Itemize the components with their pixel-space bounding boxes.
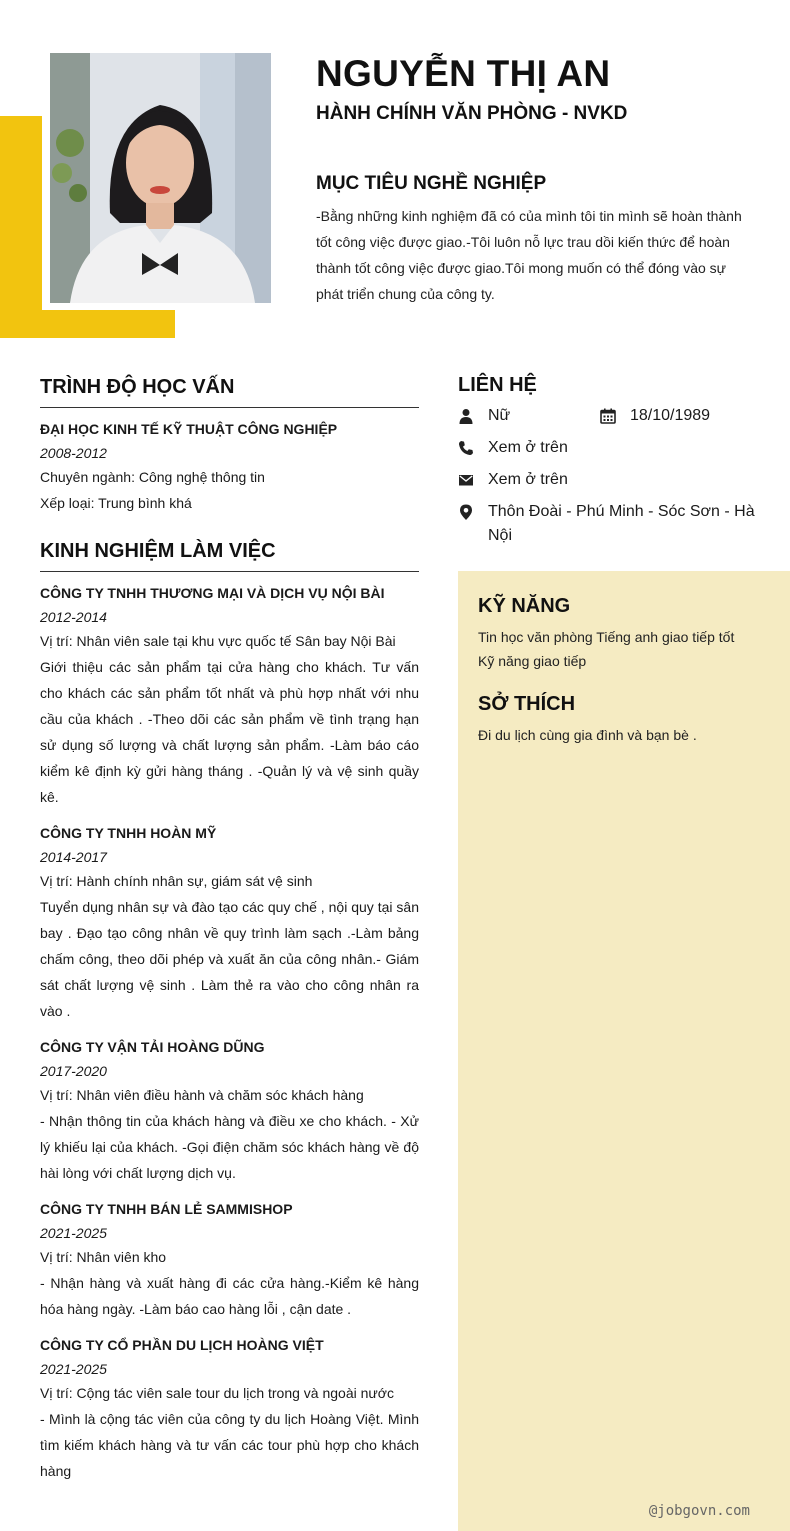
phone-icon [458, 440, 474, 456]
contact-heading: LIÊN HỆ [458, 374, 537, 396]
job-description: Tuyển dụng nhân sự và đào tạo các quy chế , nội quy tại sân bay . Đạo tạo công nhân về quy trình làm sạch .-Làm bảng chấm công, theo dõi phép và xuất ăn của công nhân.- Giám sát chất lượng vệ sinh . Làm thẻ ra vào cho công nhân ra vào . [40, 899, 419, 1019]
contact-email: Xem ở trên [488, 471, 568, 488]
contact-dob-row [600, 404, 710, 428]
job-company: CÔNG TY VẬN TẢI HOÀNG DŨNG [40, 1039, 265, 1055]
skills-text [478, 625, 770, 673]
job-description: Giới thiệu các sản phẩm tại cửa hàng cho khách. Tư vấn cho khách các sản phẩm tốt nhất và phù hợp nhất với nhu cầu của khách . -Theo dõi các sản phẩm về tình trạng hạn sử dụng số lượng và chất lượng sản phẩm. -Làm báo cáo kiểm kê định kỳ gửi hàng tháng . -Quản lý và vệ sinh quầy kê. [40, 659, 419, 805]
profile-photo [50, 53, 271, 303]
education-period: 2008-2012 [40, 445, 107, 461]
left-column [40, 374, 419, 1484]
job-position: Vị trí: Nhân viên điều hành và chăm sóc khách hàng [40, 1087, 364, 1103]
skills-heading: KỸ NĂNG [478, 595, 571, 617]
job-period: 2014-2017 [40, 849, 107, 865]
candidate-name: NGUYỄN THỊ AN [316, 53, 611, 94]
job-description: - Nhận hàng và xuất hàng đi các cửa hàng.-Kiểm kê hàng hóa hàng ngày. -Làm báo cao hàng lỗi , cận date . [40, 1275, 419, 1317]
contact-phone: Xem ở trên [488, 439, 568, 456]
job-entry [40, 1038, 419, 1186]
job-period: 2017-2020 [40, 1063, 107, 1079]
objective-heading: MỤC TIÊU NGHỀ NGHIỆP [316, 173, 547, 194]
mail-icon [458, 472, 474, 488]
job-entry [40, 1336, 419, 1484]
person-icon [458, 408, 474, 424]
side-panel [458, 571, 790, 1531]
job-period: 2021-2025 [40, 1225, 107, 1241]
job-company: CÔNG TY TNHH HOÀN MỸ [40, 825, 217, 841]
job-period: 2012-2014 [40, 609, 107, 625]
job-description: - Mình là cộng tác viên của công ty du lịch Hoàng Việt. Mình tìm kiếm khách hàng và tư vấn các tour phù hợp cho khách hàng [40, 1411, 419, 1479]
job-entry [40, 824, 419, 1024]
calendar-icon [600, 408, 616, 424]
job-position: Vị trí: Nhân viên kho [40, 1249, 167, 1265]
skills-line: Kỹ năng giao tiếp [478, 653, 587, 669]
skills-line: Tin học văn phòng Tiếng anh giao tiếp tốt [478, 629, 735, 645]
objective-text: -Bằng những kinh nghiệm đã có của mình tôi tin mình sẽ hoàn thành tốt công việc được giao.-Tôi luôn nỗ lực trau dồi kiến thức để hoàn thành tốt công việc được giao.Tôi mong muốn có thể đóng vào sự phát triển chung của công ty. [316, 208, 742, 302]
contact-phone-row [458, 436, 758, 460]
contact-gender: Nữ [488, 407, 511, 424]
job-description: - Nhận thông tin của khách hàng và điều xe cho khách. - Xử lý khiếu lại của khách. -Gọi điện chăm sóc khách hàng về độ hài lòng với chất lượng dịch vụ. [40, 1113, 419, 1181]
location-pin-icon [458, 504, 474, 520]
contact-section [458, 372, 758, 548]
job-title: HÀNH CHÍNH VĂN PHÒNG - NVKD [316, 103, 628, 124]
contact-address-row [458, 500, 758, 548]
education-heading: TRÌNH ĐỘ HỌC VẤN [40, 374, 419, 408]
job-entry [40, 1200, 419, 1322]
education-grade: Xếp loại: Trung bình khá [40, 495, 192, 511]
job-entry [40, 584, 419, 810]
job-company: CÔNG TY CỔ PHẦN DU LỊCH HOÀNG VIỆT [40, 1337, 324, 1353]
job-position: Vị trí: Cộng tác viên sale tour du lịch trong và ngoài nước [40, 1385, 394, 1401]
education-major: Chuyên ngành: Công nghệ thông tin [40, 469, 265, 485]
accent-bar-vertical [0, 116, 42, 338]
contact-gender-row [458, 404, 758, 428]
hobbies-heading: SỞ THÍCH [478, 693, 576, 715]
contact-dob: 18/10/1989 [630, 407, 711, 424]
job-position: Vị trí: Hành chính nhân sự, giám sát vệ sinh [40, 873, 313, 889]
education-school: ĐẠI HỌC KINH TẾ KỸ THUẬT CÔNG NGHIỆP [40, 421, 338, 437]
contact-address: Thôn Đoài - Phú Minh - Sóc Sơn - Hà Nội [488, 503, 755, 544]
hobbies-text: Đi du lịch cùng gia đình và bạn bè . [478, 727, 697, 743]
accent-bar-horizontal [0, 310, 175, 338]
contact-email-row [458, 468, 758, 492]
job-period: 2021-2025 [40, 1361, 107, 1377]
experience-heading: KINH NGHIỆM LÀM VIỆC [40, 538, 419, 572]
watermark: @jobgovn.com [648, 1503, 750, 1519]
job-company: CÔNG TY TNHH THƯƠNG MẠI VÀ DỊCH VỤ NỘI BÀI [40, 585, 385, 601]
job-position: Vị trí: Nhân viên sale tại khu vực quốc tế Sân bay Nội Bài [40, 633, 396, 649]
job-company: CÔNG TY TNHH BÁN LẺ SAMMISHOP [40, 1201, 293, 1217]
